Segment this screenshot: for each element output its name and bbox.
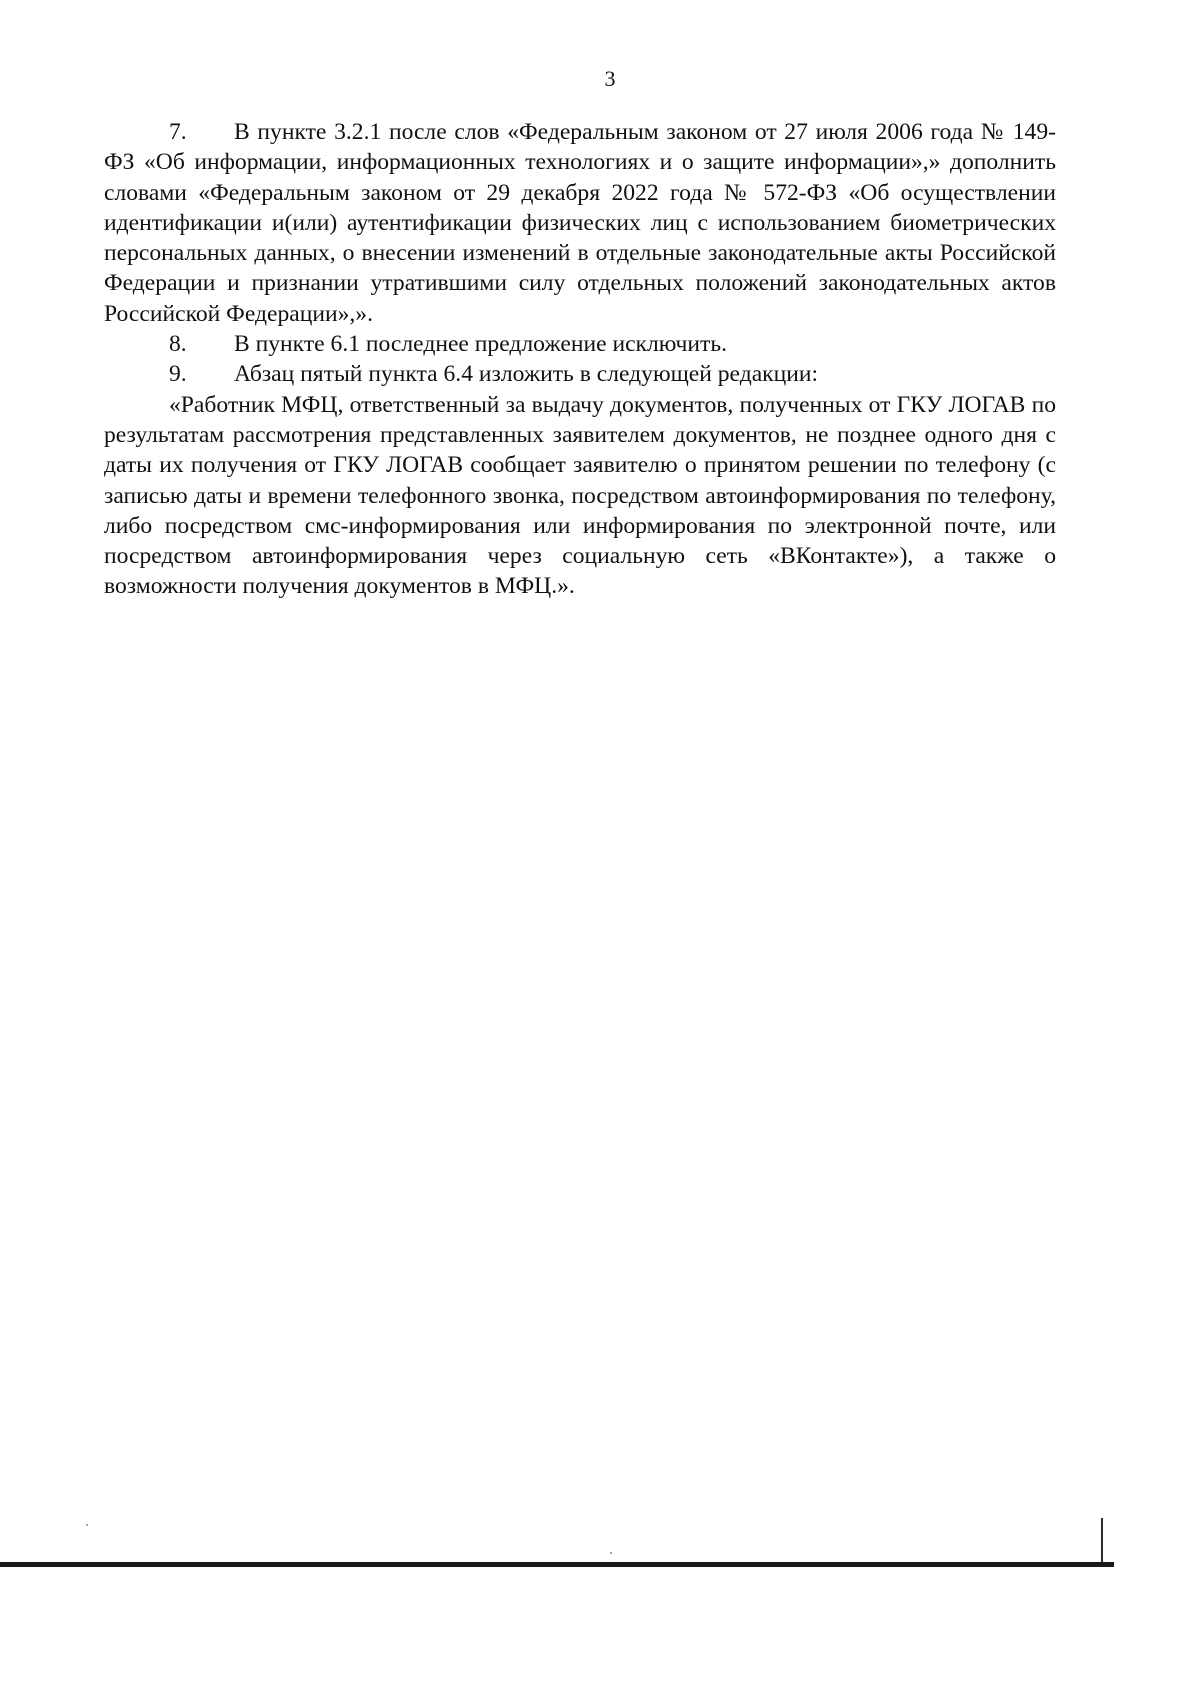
scan-edge-mark <box>1101 1518 1103 1562</box>
page-number: 3 <box>604 66 616 91</box>
item-number: 9. <box>169 361 187 388</box>
item-number: 8. <box>169 331 187 358</box>
scan-edge-line <box>0 1562 1114 1567</box>
scan-speck <box>610 1552 612 1554</box>
document-body <box>104 117 1056 602</box>
paragraph-text: В пункте 6.1 последнее предложение исключить. <box>234 331 727 358</box>
item-number: 7. <box>169 119 187 145</box>
paragraph-text: «Работник МФЦ, ответственный за выдачу документов, полученных от ГКУ ЛОГАВ по результатам рассмотрения представленных заявителем документов, не позднее одного дня с даты их получения от ГКУ ЛОГАВ сообщает заявителю о принятом решении по телефону (с записью даты и времени телефонного звонка, посредством автоинформирования по телефону, либо посредством смс-информирования или информирования по электронной почте, или посредством автоинформирования через социальную сеть «ВКонтакте»), а также о возможности получения документов в МФЦ.». <box>104 391 1056 600</box>
quoted-paragraph <box>104 390 1056 602</box>
scan-speck <box>86 1524 88 1526</box>
paragraph-item-7 <box>104 117 1056 329</box>
paragraph-item-9 <box>104 359 1056 389</box>
paragraph-text: Абзац пятый пункта 6.4 изложить в следующей редакции: <box>234 361 819 388</box>
paragraph-item-8 <box>104 329 1056 359</box>
paragraph-text: В пункте 3.2.1 после слов «Федеральным законом от 27 июля 2006 года № 149-ФЗ «Об информации, информационных технологиях и о защите информации»,» дополнить словами «Федеральным законом от 29 декабря 2022 года № 572-ФЗ «Об осуществлении идентификации и(или) аутентификации физических лиц с использованием биометрических персональных данных, о внесении изменений в отдельные законодательные акты Российской Федерации и признании утратившими силу отдельных положений законодательных актов Российской Федерации»,». <box>104 119 1056 327</box>
